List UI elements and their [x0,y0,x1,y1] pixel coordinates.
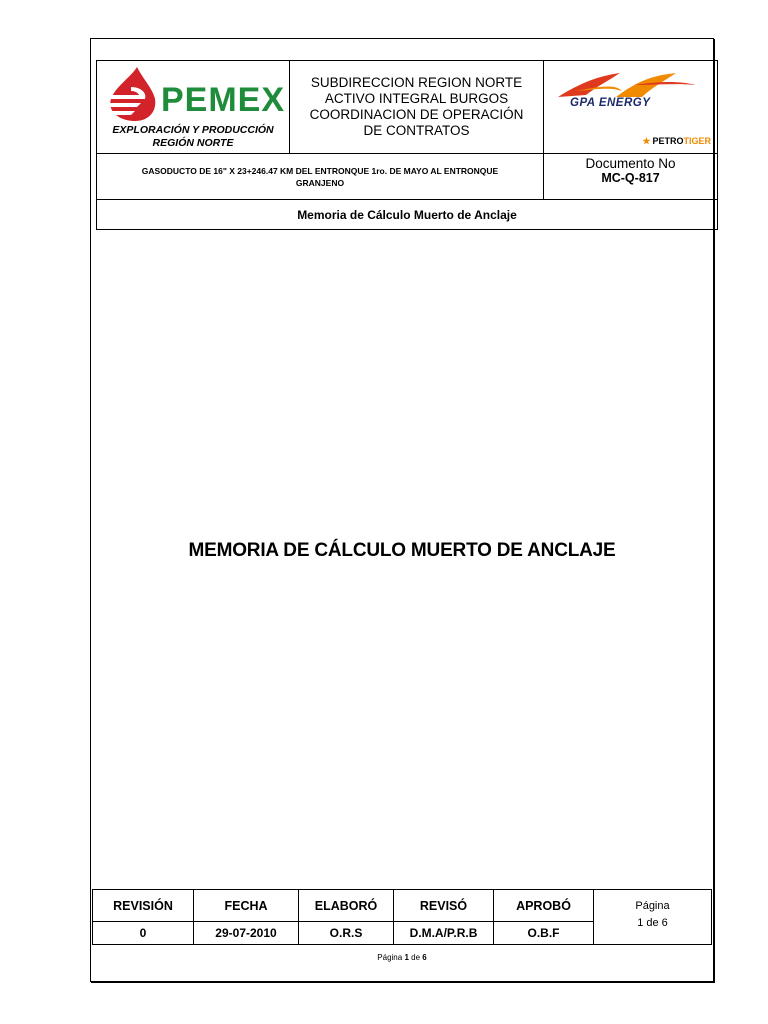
subdireccion-block [290,61,543,153]
project-description: GASODUCTO DE 16" X 23+246.47 KM DEL ENTRONQUE 1ro. DE MAYO AL ENTRONQUE GRANJENO [141,165,499,188]
table-header-approved: APROBÓ [516,898,571,913]
page-title: MEMORIA DE CÁLCULO MUERTO DE ANCLAJE [188,540,616,561]
table-header-date: FECHA [224,898,268,913]
svg-text:PEMEX: PEMEX [161,81,285,119]
tiger-text: TIGER [683,136,711,146]
page-count-cell [594,890,711,944]
gpa-logo-cell [544,61,717,153]
footer-prefix: Página [377,953,403,962]
page-count-value: 1 de 6 [637,917,668,929]
table-header-revision: REVISIÓN [113,898,173,913]
sub-line: ACTIVO INTEGRAL BURGOS [324,91,509,106]
page-count-label: Página [635,900,670,912]
petrotiger-logo [642,136,711,147]
footer-total-pages: 6 [422,953,427,962]
table-cell-elaborated: O.R.S [329,926,363,940]
gpa-logo-text: GPA ENERGY [570,97,651,109]
document-number-label: Documento No [585,156,676,171]
sub-line: COORDINACION DE OPERACIÓN [309,107,524,122]
footer-current-page: 1 [404,953,409,962]
page-footer [90,953,714,962]
region-line: REGIÓN NORTE [152,137,234,149]
document-number-cell [544,154,717,199]
table-cell-date: 29-07-2010 [215,926,277,940]
table-header-elaborated: ELABORÓ [314,898,378,913]
table-cell-reviewed: D.M.A/P.R.B [409,926,478,940]
revision-table [92,889,712,945]
table-cell-approved: O.B.F [527,926,560,940]
exploration-label [97,124,289,150]
petro-text: PETRO [652,136,684,146]
star-icon: ★ [642,136,651,146]
document-number: MC-Q-817 [601,171,660,185]
pemex-logo [101,65,285,123]
exploration-line: EXPLORACIÓN Y PRODUCCIÓN [112,124,274,136]
sub-line: SUBDIRECCION REGION NORTE [310,75,523,90]
table-header-reviewed: REVISÓ [419,898,468,913]
memo-subtitle: Memoria de Cálculo Muerto de Anclaje [297,207,517,222]
document-header [96,60,718,230]
pemex-logo-cell [97,61,289,153]
sub-line: DE CONTRATOS [363,123,470,138]
table-cell-revision: 0 [139,926,147,940]
footer-of: de [411,953,421,962]
